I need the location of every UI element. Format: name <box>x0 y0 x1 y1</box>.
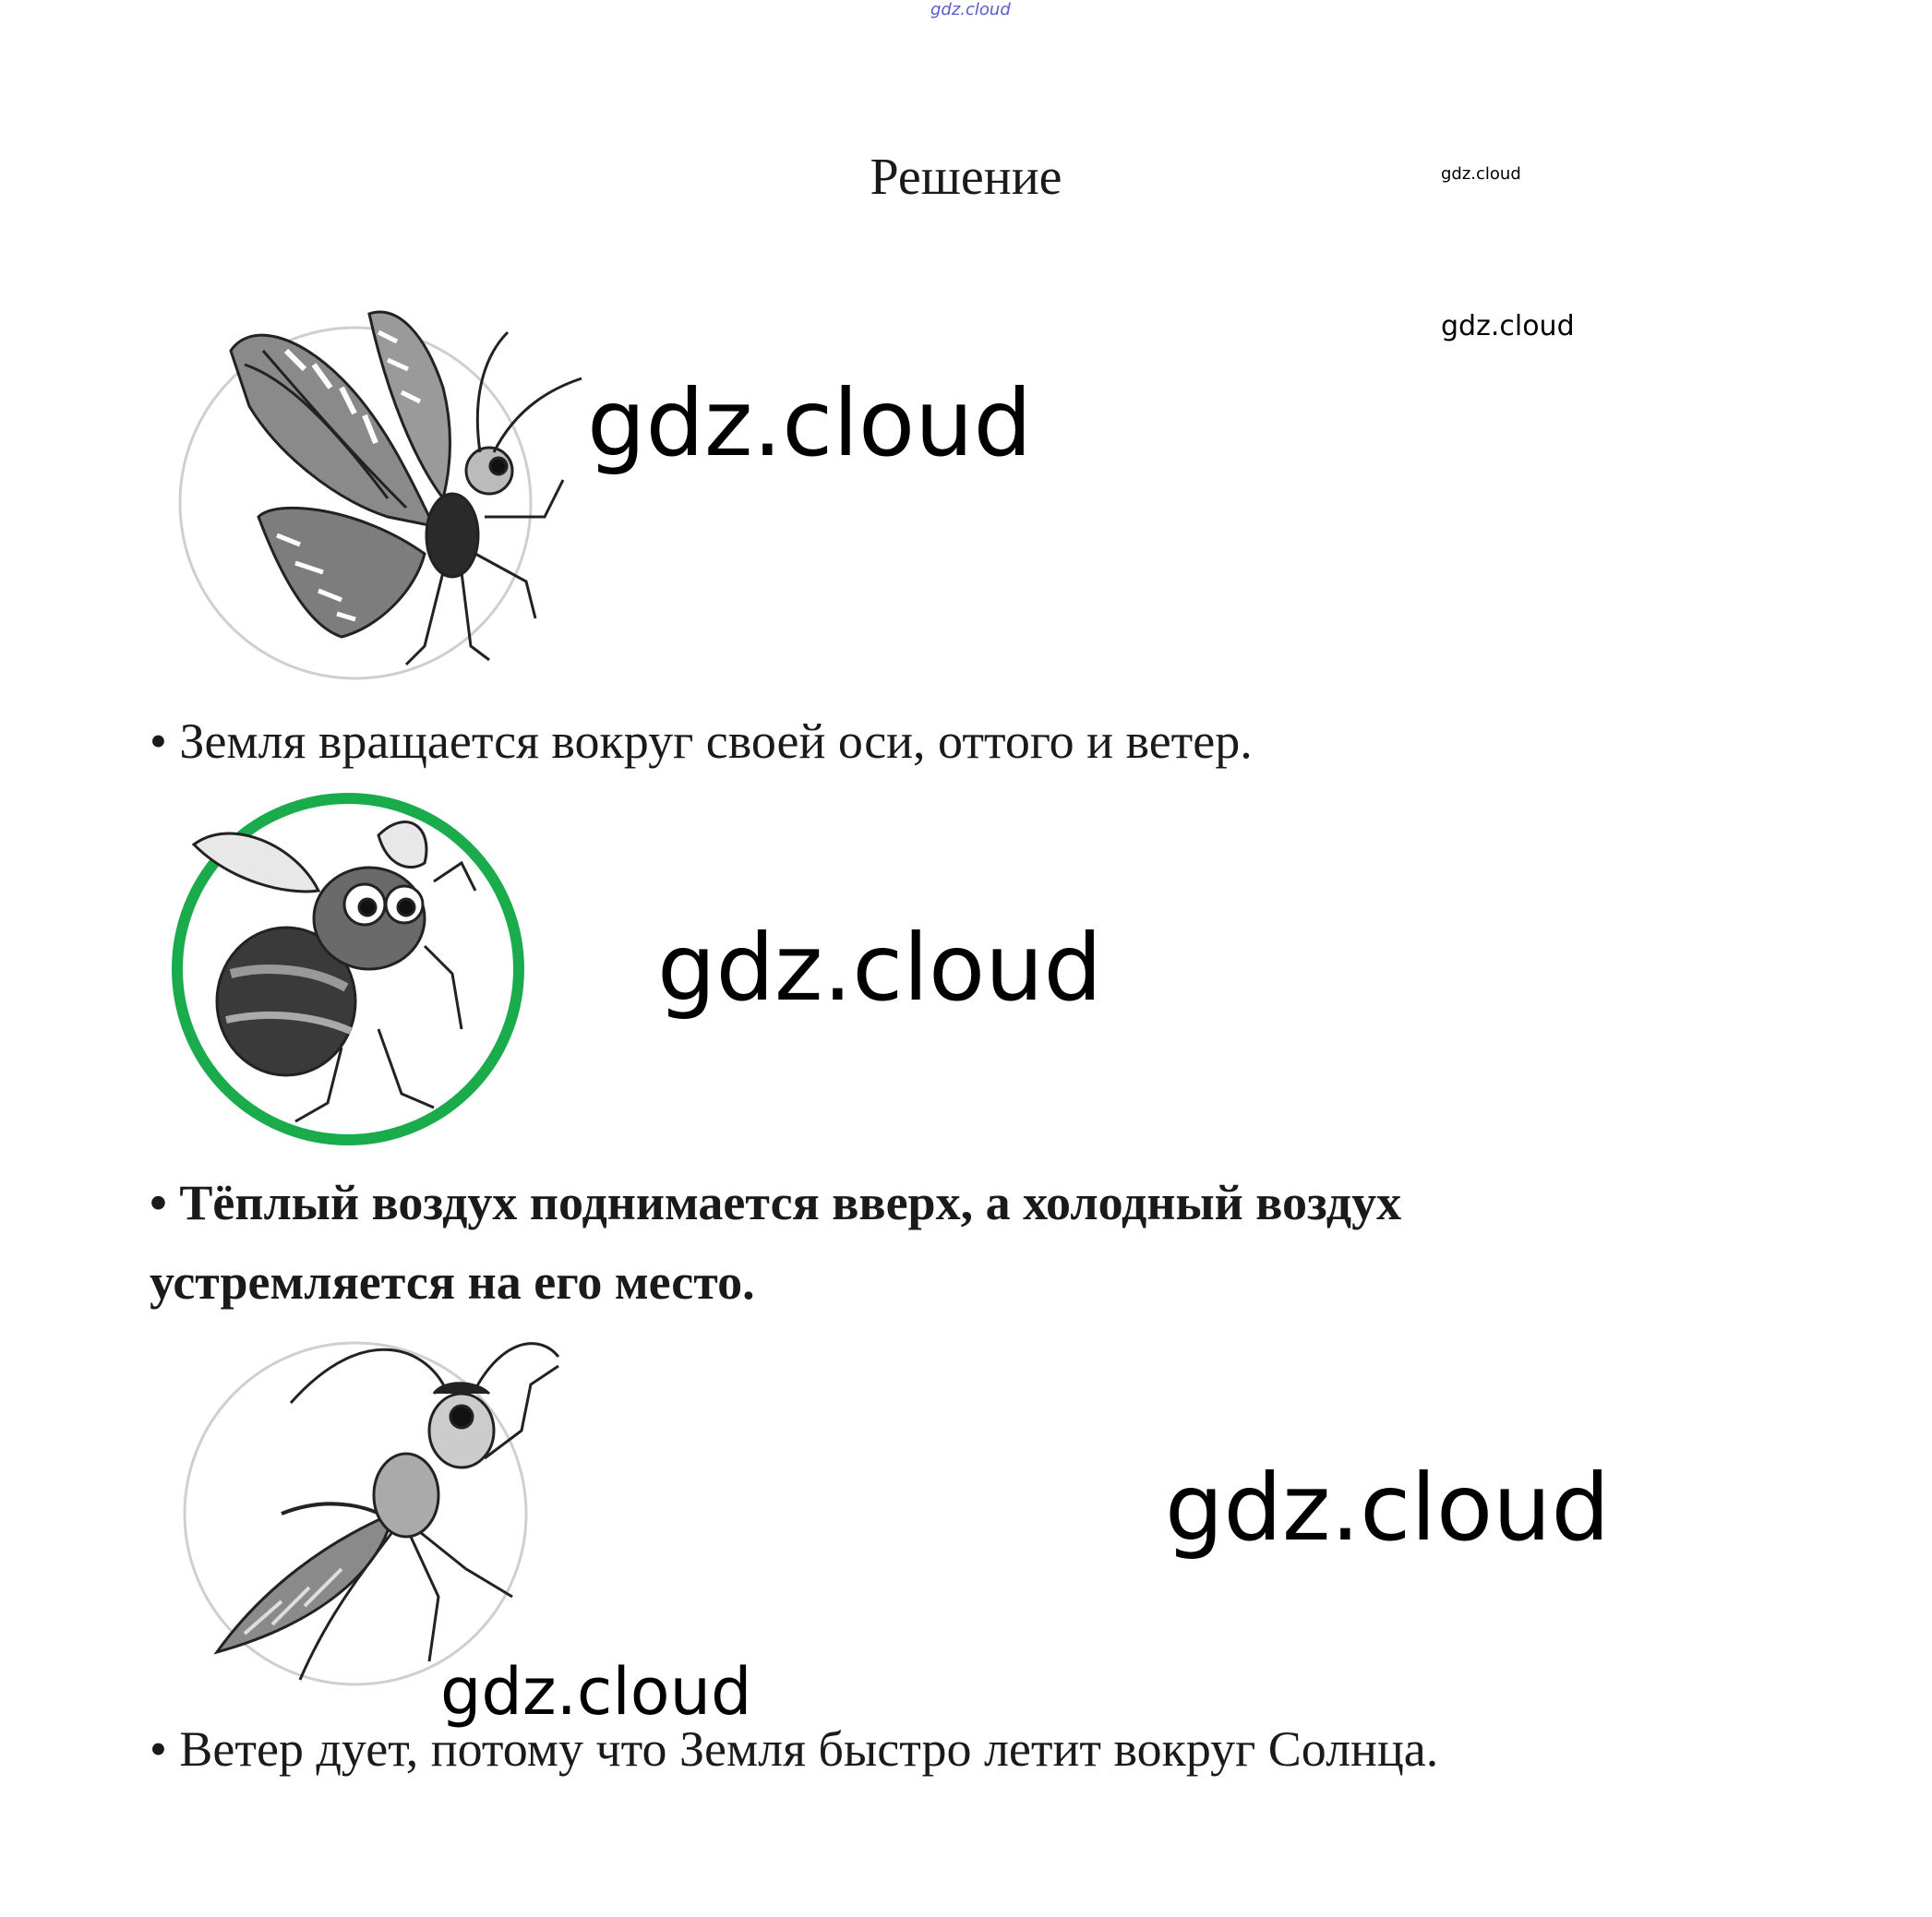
grasshopper-icon <box>217 1344 558 1680</box>
watermark-bumblebee: gdz.cloud <box>657 914 1103 1022</box>
watermark-top: gdz.cloud <box>930 0 1011 19</box>
watermark-header-small: gdz.cloud <box>1441 310 1575 342</box>
bumblebee-illustration <box>157 789 545 1158</box>
answer-option-2-line2[interactable]: устремляется на его место. <box>150 1254 755 1310</box>
watermark-grasshopper-large: gdz.cloud <box>1165 1454 1611 1562</box>
watermark-header-tiny: gdz.cloud <box>1441 164 1521 184</box>
watermark-butterfly: gdz.cloud <box>587 369 1033 477</box>
answer-option-3[interactable]: • Ветер дует, потому что Земля быстро летит вокруг Солнца. <box>150 1721 1439 1777</box>
page-title: Решение <box>870 149 1062 206</box>
bumblebee-icon <box>194 822 475 1121</box>
answer-option-2-line1[interactable]: • Тёплый воздух поднимается вверх, а холодный воздух <box>150 1175 1402 1230</box>
answer-option-1[interactable]: • Земля вращается вокруг своей оси, оттого и ветер. <box>150 713 1253 769</box>
butterfly-illustration <box>175 277 600 683</box>
watermark-grasshopper-medium: gdz.cloud <box>440 1654 752 1730</box>
